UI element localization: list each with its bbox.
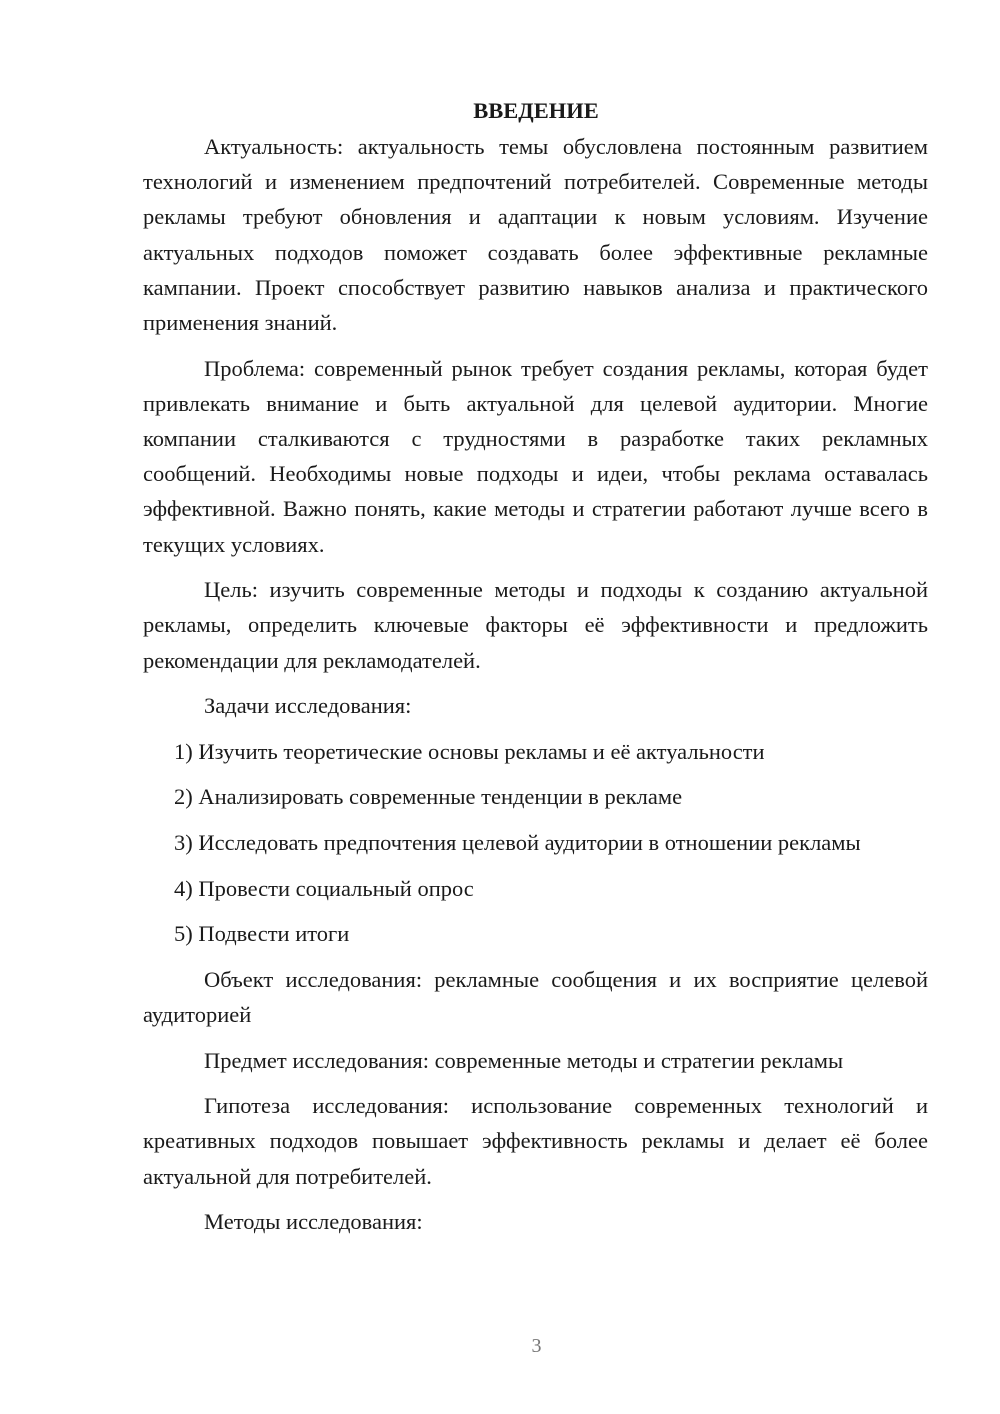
section-heading: ВВЕДЕНИЕ (473, 98, 599, 123)
task-item-1: 1) Изучить теоретические основы рекламы и её актуальности (174, 738, 765, 764)
task-item-2: 2) Анализировать современные тенденции в рекламе (174, 784, 683, 810)
paragraph-object: Объект исследования: рекламные сообщения и их восприятие целевой аудиторией (143, 966, 928, 1027)
task-item-3: 3) Исследовать предпочтения целевой аудитории в отношении рекламы (174, 830, 861, 855)
paragraph-methods: Методы исследования: (204, 1209, 423, 1235)
paragraph-problem: Проблема: современный рынок требует создания рекламы, которая будет привлекать внимание и быть актуальной для целевой аудитории. Многие компании сталкиваются с трудностями в разработке таких рекламных сообщений. Необходимы новые подходы и идеи, чтобы реклама оставалась эффективной. Важно понять, какие методы и стратегии работают лучше всего в текущих условиях. (143, 355, 928, 557)
paragraph-hypothesis: Гипотеза исследования: использование современных технологий и креативных подходов повышает эффективность рекламы и делает её более актуальной для потребителей. (143, 1093, 928, 1189)
document-body (143, 93, 928, 1250)
paragraph-subject: Предмет исследования: современные методы и стратегии рекламы (204, 1047, 844, 1073)
task-item-4: 4) Провести социальный опрос (174, 875, 474, 901)
page-number: 3 (531, 1335, 542, 1357)
paragraph-goal: Цель: изучить современные методы и подходы к созданию актуальной рекламы, определить ключевые факторы её эффективности и предложить рекомендации для рекламодателей. (143, 577, 928, 673)
task-item-5: 5) Подвести итоги (174, 921, 350, 947)
paragraph-relevance: Актуальность: актуальность темы обусловлена постоянным развитием технологий и изменением предпочтений потребителей. Современные методы рекламы требуют обновления и адаптации к новым условиям. Изучение актуальных подходов поможет создавать более эффективные рекламные кампании. Проект способствует развитию навыков анализа и практического применения знаний. (143, 134, 928, 336)
paragraph-tasks-heading: Задачи исследования: (204, 693, 412, 719)
